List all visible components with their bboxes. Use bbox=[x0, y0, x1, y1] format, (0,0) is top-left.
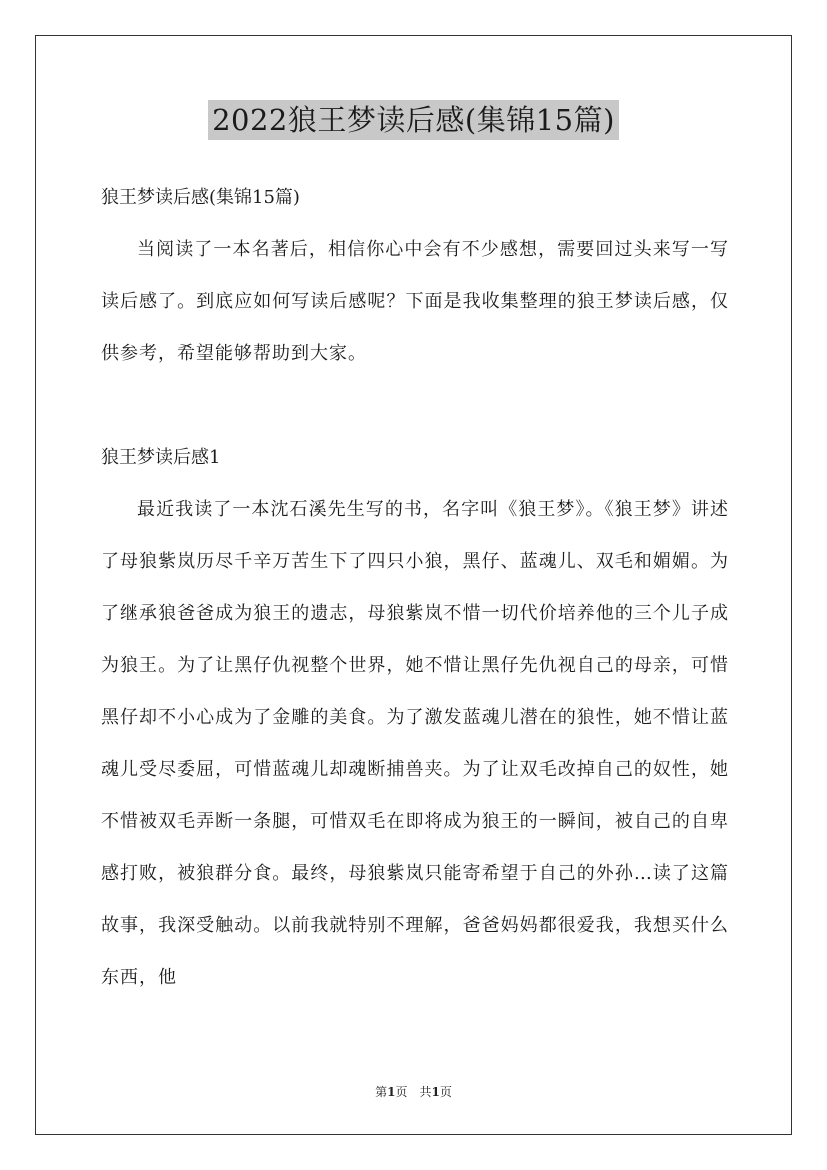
page-total-number: 1 bbox=[431, 1085, 440, 1099]
section-heading-1: 狼王梦读后感1 bbox=[101, 447, 221, 468]
document-title: 2022狼王梦读后感(集锦15篇) bbox=[208, 100, 619, 140]
page-label-suffix: 页 bbox=[439, 1085, 452, 1099]
page-current-number: 1 bbox=[387, 1085, 396, 1099]
page-footer bbox=[0, 1082, 827, 1102]
document-subtitle: 狼王梦读后感(集锦15篇) bbox=[101, 187, 300, 208]
page-label-mid: 页 共 bbox=[395, 1085, 432, 1099]
paragraph-spacer bbox=[101, 380, 729, 432]
document-body bbox=[101, 172, 729, 1004]
title-container bbox=[0, 100, 827, 140]
intro-paragraph: 当阅读了一本名著后，相信你心中会有不少感想，需要回过头来写一写读后感了。到底应如何写读后感呢？下面是我收集整理的狼王梦读后感，仅供参考，希望能够帮助到大家。 bbox=[101, 239, 729, 364]
section-body-1: 最近我读了一本沈石溪先生写的书，名字叫《狼王梦》。《狼王梦》讲述了母狼紫岚历尽千辛万苦生下了四只小狼，黑仔、蓝魂儿、双毛和媚媚。为了继承狼爸爸成为狼王的遗志，母狼紫岚不惜一切代价培养他的三个儿子成为狼王。为了让黑仔仇视整个世界，她不惜让黑仔先仇视自己的母亲，可惜黑仔却不小心成为了金雕的美食。为了激发蓝魂儿潜在的狼性，她不惜让蓝魂儿受尽委屈，可惜蓝魂儿却魂断捕兽夹。为了让双毛改掉自己的奴性，她不惜被双毛弄断一条腿，可惜双毛在即将成为狼王的一瞬间，被自己的自卑感打败，被狼群分食。最终，母狼紫岚只能寄希望于自己的外孙…读了这篇故事，我深受触动。以前我就特别不理解，爸爸妈妈都很爱我，我想买什么东西，他 bbox=[101, 499, 729, 988]
page-label-prefix: 第 bbox=[375, 1085, 388, 1099]
